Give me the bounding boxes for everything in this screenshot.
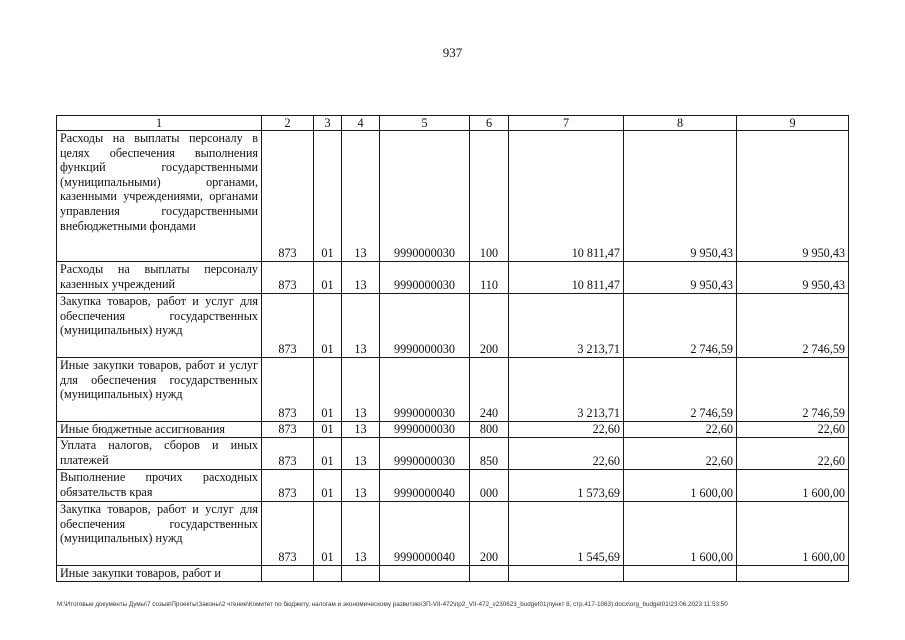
row-section: 01 <box>314 358 342 422</box>
row-expense-type <box>470 566 509 582</box>
row-target-article: 9990000030 <box>380 358 470 422</box>
row-amount-col7: 3 213,71 <box>509 294 624 358</box>
row-amount-col8: 1 600,00 <box>624 502 737 566</box>
row-expense-type: 000 <box>470 470 509 502</box>
row-target-article: 9990000040 <box>380 502 470 566</box>
header-cell: 7 <box>509 116 624 131</box>
row-amount-col8: 22,60 <box>624 438 737 470</box>
row-amount-col8: 2 746,59 <box>624 358 737 422</box>
header-cell: 1 <box>57 116 262 131</box>
row-expense-type: 800 <box>470 422 509 438</box>
header-cell: 8 <box>624 116 737 131</box>
row-section: 01 <box>314 131 342 262</box>
row-section: 01 <box>314 470 342 502</box>
row-section: 01 <box>314 294 342 358</box>
row-amount-col9: 1 600,00 <box>737 502 849 566</box>
row-name: Выполнение прочих расходных обязательств края <box>57 470 262 502</box>
row-amount-col8: 9 950,43 <box>624 262 737 294</box>
row-amount-col7: 22,60 <box>509 422 624 438</box>
header-cell: 2 <box>262 116 314 131</box>
row-amount-col8: 2 746,59 <box>624 294 737 358</box>
row-amount-col9: 9 950,43 <box>737 262 849 294</box>
row-target-article: 9990000030 <box>380 422 470 438</box>
row-expense-type: 200 <box>470 502 509 566</box>
row-name: Закупка товаров, работ и услуг для обеспечения государственных (муниципальных) нужд <box>57 502 262 566</box>
row-name: Иные закупки товаров, работ и услуг для обеспечения государственных (муниципальных) нужд <box>57 358 262 422</box>
row-target-article: 9990000030 <box>380 438 470 470</box>
row-name: Иные закупки товаров, работ и <box>57 566 262 582</box>
row-expense-type: 100 <box>470 131 509 262</box>
row-target-article: 9990000030 <box>380 262 470 294</box>
row-expense-type: 240 <box>470 358 509 422</box>
row-subsection: 13 <box>342 470 380 502</box>
row-ministry-code: 873 <box>262 502 314 566</box>
row-amount-col7: 1 545,69 <box>509 502 624 566</box>
row-amount-col8: 22,60 <box>624 422 737 438</box>
row-target-article: 9990000030 <box>380 294 470 358</box>
row-name: Расходы на выплаты персоналу в целях обеспечения выполнения функций государственными (муниципальными) органами, казенными учреждениями, органами управления государственными внебюджетными фондами <box>57 131 262 262</box>
row-subsection <box>342 566 380 582</box>
row-expense-type: 850 <box>470 438 509 470</box>
table-row <box>57 502 849 566</box>
row-name: Уплата налогов, сборов и иных платежей <box>57 438 262 470</box>
row-section: 01 <box>314 502 342 566</box>
row-amount-col9: 22,60 <box>737 438 849 470</box>
header-row <box>57 116 849 131</box>
row-subsection: 13 <box>342 438 380 470</box>
page-number: 937 <box>442 45 463 60</box>
row-ministry-code <box>262 566 314 582</box>
row-target-article: 9990000030 <box>380 131 470 262</box>
row-target-article <box>380 566 470 582</box>
row-target-article: 9990000040 <box>380 470 470 502</box>
row-name: Иные бюджетные ассигнования <box>57 422 262 438</box>
header-cell: 3 <box>314 116 342 131</box>
row-subsection: 13 <box>342 131 380 262</box>
table-row <box>57 294 849 358</box>
row-ministry-code: 873 <box>262 438 314 470</box>
header-cell: 9 <box>737 116 849 131</box>
row-ministry-code: 873 <box>262 262 314 294</box>
row-amount-col9: 22,60 <box>737 422 849 438</box>
row-amount-col8: 9 950,43 <box>624 131 737 262</box>
row-ministry-code: 873 <box>262 470 314 502</box>
row-subsection: 13 <box>342 358 380 422</box>
row-ministry-code: 873 <box>262 358 314 422</box>
row-subsection: 13 <box>342 422 380 438</box>
row-subsection: 13 <box>342 262 380 294</box>
table-row <box>57 438 849 470</box>
table-row <box>57 131 849 262</box>
row-amount-col9: 2 746,59 <box>737 358 849 422</box>
table-row <box>57 566 849 582</box>
table-row <box>57 470 849 502</box>
row-section: 01 <box>314 438 342 470</box>
row-amount-col7: 3 213,71 <box>509 358 624 422</box>
header-cell: 5 <box>380 116 470 131</box>
row-amount-col7: 22,60 <box>509 438 624 470</box>
row-ministry-code: 873 <box>262 422 314 438</box>
row-amount-col9: 2 746,59 <box>737 294 849 358</box>
row-amount-col9: 1 600,00 <box>737 470 849 502</box>
row-amount-col8: 1 600,00 <box>624 470 737 502</box>
row-section: 01 <box>314 422 342 438</box>
row-expense-type: 200 <box>470 294 509 358</box>
row-amount-col7: 10 811,47 <box>509 262 624 294</box>
row-amount-col7 <box>509 566 624 582</box>
row-ministry-code: 873 <box>262 131 314 262</box>
row-amount-col8 <box>624 566 737 582</box>
row-ministry-code: 873 <box>262 294 314 358</box>
table-row <box>57 358 849 422</box>
row-section: 01 <box>314 262 342 294</box>
row-section <box>314 566 342 582</box>
row-name: Закупка товаров, работ и услуг для обеспечения государственных (муниципальных) нужд <box>57 294 262 358</box>
row-amount-col7: 10 811,47 <box>509 131 624 262</box>
header-cell: 4 <box>342 116 380 131</box>
row-name: Расходы на выплаты персоналу казенных учреждений <box>57 262 262 294</box>
row-amount-col9: 9 950,43 <box>737 131 849 262</box>
row-expense-type: 110 <box>470 262 509 294</box>
row-amount-col9 <box>737 566 849 582</box>
budget-table <box>56 115 849 582</box>
table-row <box>57 262 849 294</box>
file-path-footer: M:\Итоговые документы Думы\7 созыв\Проекты\Законы\2 чтение\Комитет по бюджету, налогам и экономическому развитию\ЗП-VII-472\пр2_VII-472_v230623_budget01(пункт 8, стр.417-1063).docx\org_budget01\23.06.2023 11:53:50 <box>57 601 728 608</box>
row-subsection: 13 <box>342 502 380 566</box>
table-row <box>57 422 849 438</box>
row-amount-col7: 1 573,69 <box>509 470 624 502</box>
row-subsection: 13 <box>342 294 380 358</box>
header-cell: 6 <box>470 116 509 131</box>
